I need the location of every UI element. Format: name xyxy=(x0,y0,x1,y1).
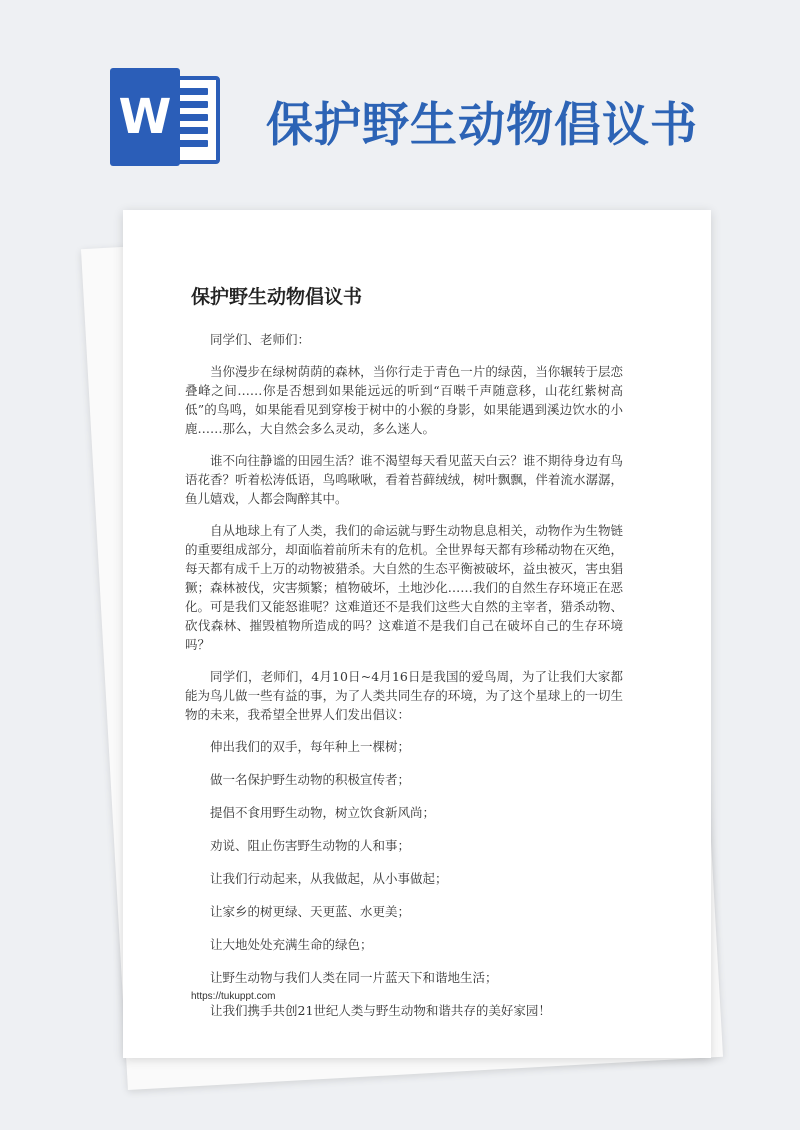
initiative-item: 让家乡的树更绿、天更蓝、水更美； xyxy=(210,904,411,919)
initiative-item: 让我们携手共创21世纪人类与野生动物和谐共存的美好家园！ xyxy=(210,1003,551,1018)
logo-letter: W xyxy=(110,68,180,166)
document-title: 保护野生动物倡议书 xyxy=(191,286,363,308)
initiative-item: 劝说、阻止伤害野生动物的人和事； xyxy=(210,838,411,853)
paragraph: 自从地球上有了人类，我们的命运就与野生动物息息相关，动物作为生物链的重要组成部分，却面临着前所未有的危机。全世界每天都有珍稀动物在灭绝，每天都有成千上万的动物被猎杀。大自然的生态平衡被破坏，益虫被灭，害虫猖獗；森林被伐，灾害频繁；植物破坏，土地沙化……我们的自然生存环境正在恶化。可是我们又能怒谁呢？这难道还不是我们这些大自然的主宰者，猎杀动物、砍伐森林、摧毁植物所造成的吗？这难道不是我们自己在破坏自己的生存环境吗？ xyxy=(185,523,623,652)
banner-title: 保护野生动物倡议书 xyxy=(266,98,698,153)
initiative-item: 提倡不食用野生动物，树立饮食新风尚； xyxy=(210,805,436,820)
paragraph: 同学们，老师们，4月10日~4月16日是我国的爱鸟周，为了让我们大家都能为鸟儿做一些有益的事，为了人类共同生存的环境，为了这个星球上的一切生物的未来，我希望全世界人们发出倡议： xyxy=(185,669,623,722)
paragraph: 当你漫步在绿树荫荫的森林，当你行走于青色一片的绿茵，当你辗转于层恋叠峰之间……你是否想到如果能远远的听到“百啭千声随意移，山花红紫树高低”的鸟鸣，如果能看见到穿梭于树中的小猴的身影，如果能遇到溪边饮水的小鹿……那么，大自然会多么灵动，多么迷人。 xyxy=(185,364,623,436)
initiative-item: 让我们行动起来，从我做起，从小事做起； xyxy=(210,871,448,886)
document-page xyxy=(123,210,711,1058)
banner xyxy=(0,0,800,200)
word-document-icon xyxy=(110,68,222,166)
document-body xyxy=(185,330,623,1034)
initiative-item: 做一名保护野生动物的积极宣传者； xyxy=(210,772,411,787)
initiative-item: 让大地处处充满生命的绿色； xyxy=(210,937,373,952)
salutation: 同学们、老师们： xyxy=(210,332,311,347)
initiative-item: 让野生动物与我们人类在同一片蓝天下和谐地生活； xyxy=(210,970,498,985)
initiative-item: 伸出我们的双手，每年种上一棵树； xyxy=(210,739,411,754)
paragraph: 谁不向往静谧的田园生活？谁不渴望每天看见蓝天白云？谁不期待身边有鸟语花香？听着松涛低语，鸟鸣啾啾，看着苔藓绒绒，树叶飘飘，伴着流水潺潺，鱼儿嬉戏，人都会陶醉其中。 xyxy=(185,453,623,506)
footer-url[interactable]: https://tukuppt.com xyxy=(191,991,276,1002)
